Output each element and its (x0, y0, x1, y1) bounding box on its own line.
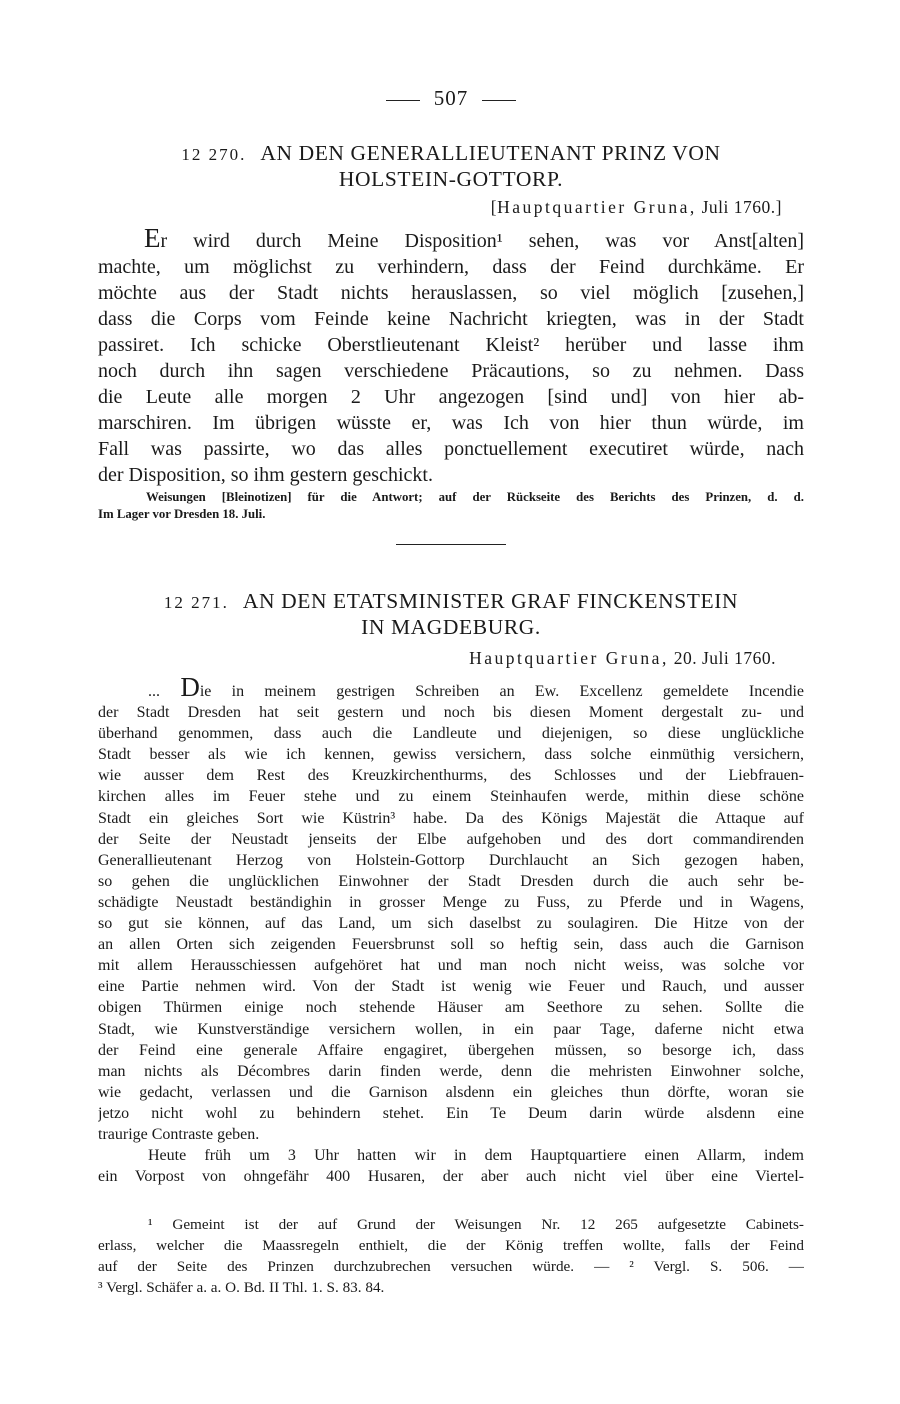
doc2-heading (96, 588, 806, 616)
doc2-body-line: mit allem Herausschiessen aufgehöret hat und man noch nicht weiss, was solche vor (98, 957, 804, 975)
footnote-line: erlass, welcher die Maassregeln enthielt, die der König treffen wollte, falls der Feind (98, 1237, 804, 1254)
doc2-body-line: der Stadt Dresden hat seit gestern und noch bis diesen Moment dergestalt zu- und (98, 704, 804, 722)
page-number: 507 (433, 86, 469, 110)
doc2-body-line: ein Vorpost von ohngefähr 400 Husaren, der aber auch nicht viel über eine Viertel- (98, 1168, 804, 1186)
doc2-body-line: Stadt besser als wie ich kennen, gewiss versichern, dass solche einmüthig versichern, (98, 746, 804, 764)
doc1-editorial-note (98, 489, 804, 523)
doc2-heading-2 (96, 614, 806, 640)
doc2-place-date (469, 648, 776, 669)
doc1-body-line: Er wird durch Meine Disposition¹ sehen, was vor Anst[alten] (144, 225, 804, 253)
doc2-body-line: Generallieutenant Herzog von Holstein-Gottorp Durchlaucht an Sich gezogen haben, (98, 851, 804, 869)
doc2-body-line: der Seite der Neustadt jenseits der Elbe aufgehoben und des dort commandirenden (98, 830, 804, 848)
doc2-body-line: der Feind eine generale Affaire engagiret, übergehen müssen, so besorge ich, dass (98, 1041, 804, 1059)
doc2-body-line: an allen Orten sich zeigenden Feuersbrunst soll so heftig sein, dass auch die Garnison (98, 936, 804, 954)
doc2-body-line: eine Partie nehmen wird. Von der Stadt ist wenig wie Feuer und Rauch, und ausser (98, 978, 804, 996)
doc2-body-line: kirchen alles im Feuer stehe und zu einem Steinhaufen werde, mithin diese schöne (98, 788, 804, 806)
doc2-body (98, 677, 804, 1187)
doc1-date: Juli 1760.] (696, 197, 782, 217)
doc1-note-line: Weisungen [Bleinotizen] für die Antwort; auf der Rückseite des Berichts des Prinzen, d. d. (146, 490, 804, 504)
doc2-body-line: wie gedacht, verlassen und die Garnison alsdenn ein gleiches thun dörfte, woran sie (98, 1083, 804, 1101)
doc2-body-line: obigen Thürmen einige noch stehende Häuser am Seethore zu sehen. Sollte die (98, 999, 804, 1017)
doc1-place: Hauptquartier Gruna, (497, 197, 697, 217)
doc1-body-line: dass die Corps vom Feinde keine Nachricht kriegten, was in der Stadt (98, 308, 804, 330)
doc1-heading-2 (96, 166, 806, 192)
footnote-line: auf der Seite des Prinzen durchzubrechen versuchen würde. — ² Vergl. S. 506. — (98, 1258, 804, 1275)
doc2-date: 20. Juli 1760. (668, 648, 776, 668)
doc1-title-line2: HOLSTEIN-GOTTORP. (338, 167, 564, 191)
doc2-body-line: jetzo nicht wohl zu behindern stehet. Ein Te Deum darin würde alsdenn eine (98, 1104, 804, 1122)
doc2-body-line: Heute früh um 3 Uhr hatten wir in dem Hauptquartiere einen Allarm, indem (148, 1147, 804, 1165)
doc2-body-line: so gehen die unglücklichen Einwohner der Stadt Dresden durch die auch sehr be- (98, 872, 804, 890)
doc1-body-line: passiret. Ich schicke Oberstlieutenant Kleist² herüber und lasse ihm (98, 334, 804, 356)
doc2-place: Hauptquartier Gruna, (469, 648, 669, 668)
doc1-number: 12 270. (181, 145, 247, 164)
doc1-title-line1: AN DEN GENERALLIEUTENANT PRINZ VON (260, 141, 721, 165)
doc1-note-line: Im Lager vor Dresden 18. Juli. (98, 507, 266, 521)
doc1-body-line: möchte aus der Stadt nichts herauslassen, so viel möglich [zusehen,] (98, 282, 804, 304)
doc1-heading (96, 140, 806, 168)
initial-letter: E (144, 225, 161, 253)
footnote-line: ¹ Gemeint ist der auf Grund der Weisungen Nr. 12 265 aufgesetzte Cabinets- (148, 1216, 804, 1233)
doc2-body-line: traurige Contraste geben. (98, 1125, 260, 1143)
doc1-body-line: der Disposition, so ihm gestern geschickt. (98, 464, 433, 486)
footnote-line: ³ Vergl. Schäfer a. a. O. Bd. II Thl. 1. S. 83. 84. (98, 1279, 385, 1296)
doc2-body-line: so gut sie können, auf das Land, um sich daselbst zu soulagiren. Die Hitze von der (98, 915, 804, 933)
page-number-dash-left (386, 100, 420, 101)
doc1-body (98, 225, 804, 488)
section-divider (396, 544, 506, 545)
page-number-row (96, 86, 806, 111)
doc2-body-line: Stadt ein gleiches Sort wie Küstrin³ habe. Da des Königs Majestät die Attaque auf (98, 809, 804, 827)
doc2-number: 12 271. (163, 593, 229, 612)
footnotes (98, 1214, 804, 1298)
doc1-place-date (491, 197, 782, 218)
doc2-title-line1: AN DEN ETATSMINISTER GRAF FINCKENSTEIN (242, 589, 739, 613)
doc1-place-bracket: [ (490, 197, 498, 217)
doc1-body-line: machte, um möglichst zu verhindern, dass der Feind durchkäme. Er (98, 256, 804, 278)
doc1-body-line: marschiren. Im übrigen wüsste er, was Ich von hier thun würde, im (98, 412, 804, 434)
page-number-dash-right (482, 100, 516, 101)
doc2-body-line: überhand genommen, dass auch die Landleute und diejenigen, so diese unglückliche (98, 725, 804, 743)
doc2-body-line: man nichts als Décombres darin finden werde, denn die mehristen Einwohner solche, (98, 1062, 804, 1080)
doc1-body-line: noch durch ihn sagen verschiedene Präcautions, so zu nehmen. Dass (98, 360, 804, 382)
doc1-body-line: Fall was passirte, wo das alles ponctuellement executiret würde, nach (98, 438, 804, 460)
doc2-body-line: ... Die in meinem gestrigen Schreiben an Ew. Excellenz gemeldete Incendie (98, 677, 804, 702)
doc1-body-line: die Leute alle morgen 2 Uhr angezogen [sind und] von hier ab- (98, 386, 804, 408)
doc2-body-line: Stadt, wie Kunstverständige versichern wollen, in ein paar Tage, daferne nicht etwa (98, 1020, 804, 1038)
doc2-body-line: wie ausser dem Rest des Kreuzkirchenthurms, des Schlosses und der Liebfrauen- (98, 767, 804, 785)
doc2-body-line: schädigte Neustadt beständighin in grosser Menge zu Fuss, zu Pferde und in Wagens, (98, 893, 804, 911)
initial-letter: D (180, 677, 200, 702)
doc2-title-line2: IN MAGDEBURG. (361, 615, 541, 639)
